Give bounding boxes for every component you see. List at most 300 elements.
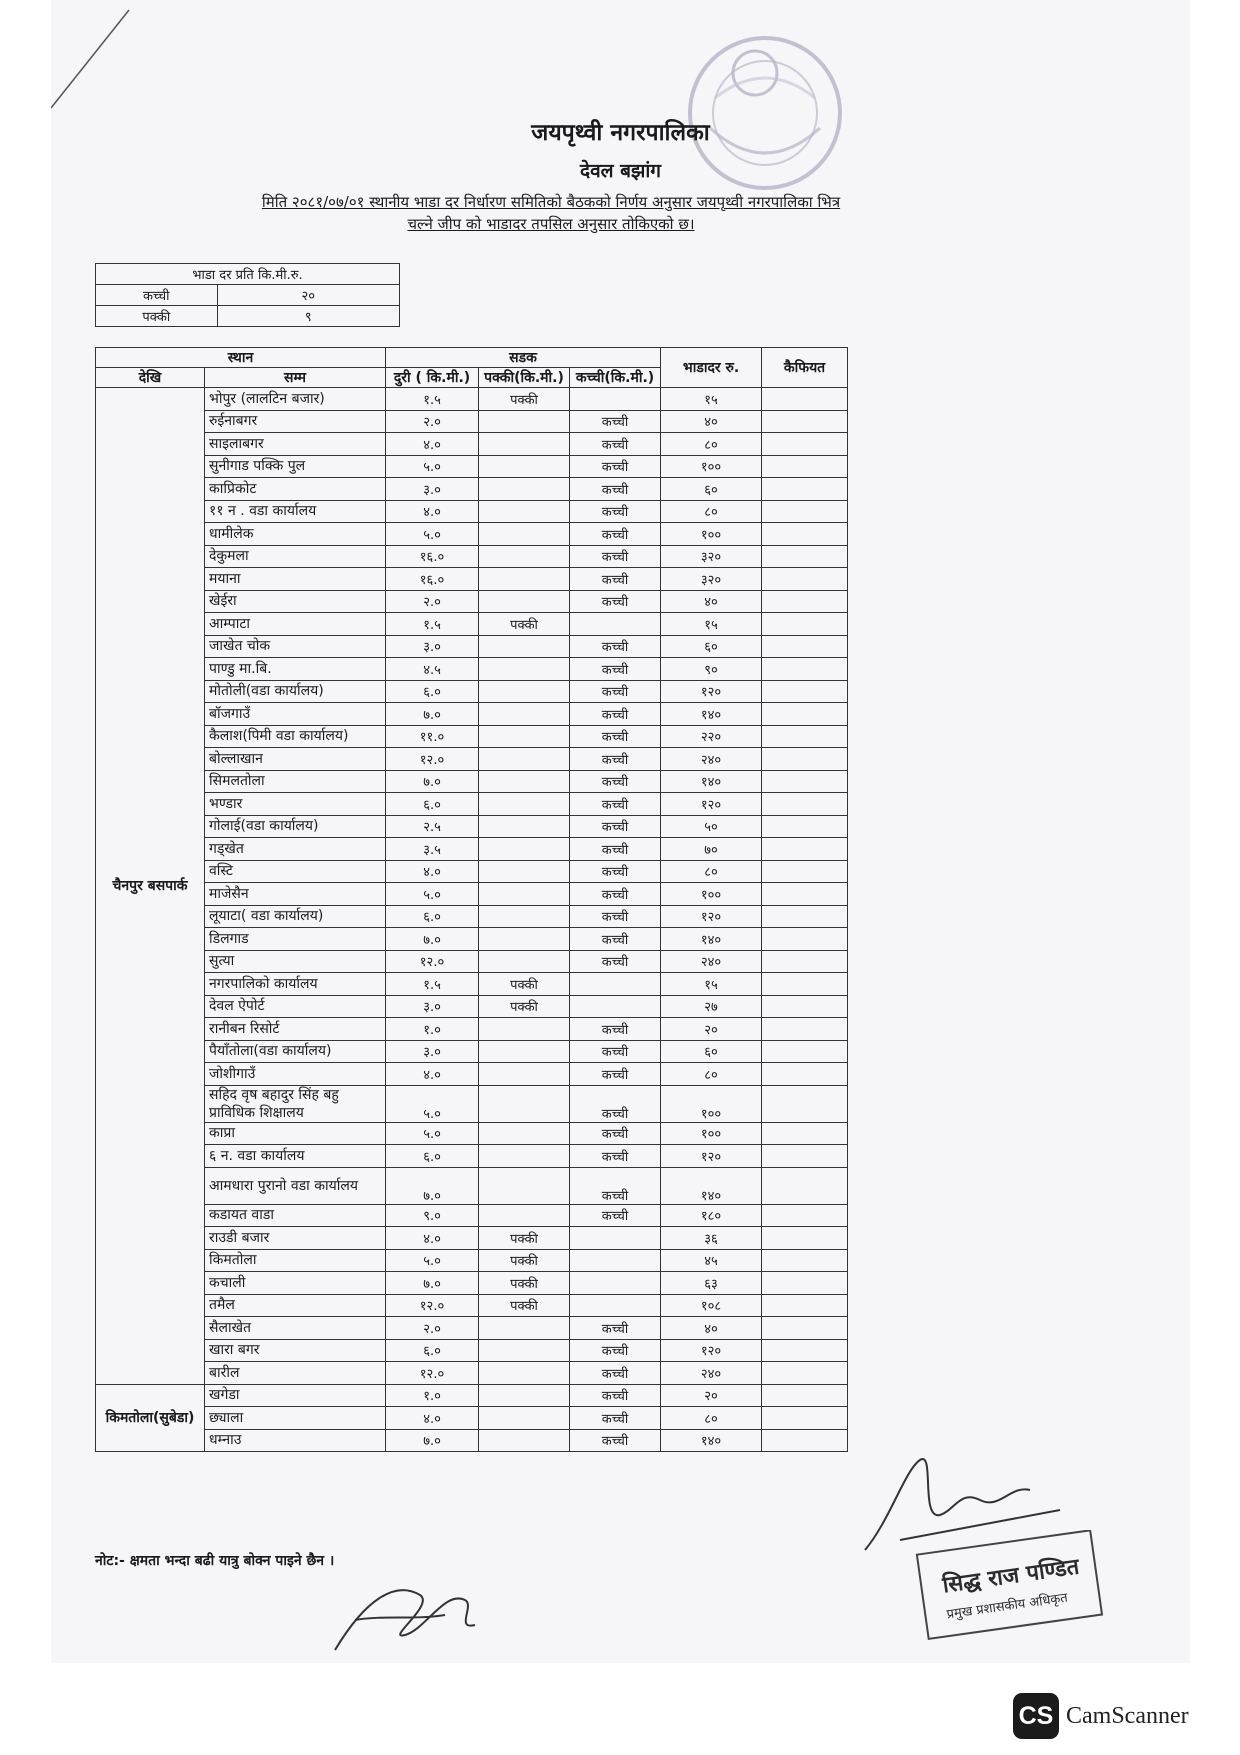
remarks-cell [762,973,848,996]
destination-cell: वस्टि [205,860,386,883]
destination-cell: खेईरा [205,590,386,613]
rate-label: पक्की [96,306,218,327]
unpaved-cell: कच्ची [570,905,661,928]
unpaved-cell [570,1227,661,1250]
paved-cell [479,523,570,546]
paved-cell [479,770,570,793]
notice-line-2: चल्ने जीप को भाडादर तपसिल अनुसार तोकिएको छ। [407,215,695,233]
distance-cell: २.० [386,590,479,613]
distance-cell: ५.० [386,455,479,478]
table-row [96,770,848,793]
paved-cell [479,1085,570,1122]
capacity-note: नोट:- क्षमता भन्दा बढी यात्रु बोक्न पाइने छैन । [95,1553,335,1569]
unpaved-cell [570,1249,661,1272]
distance-cell: १६.० [386,545,479,568]
destination-cell: देकुमला [205,545,386,568]
remarks-cell [762,523,848,546]
remarks-cell [762,455,848,478]
remarks-cell [762,703,848,726]
remarks-cell [762,388,848,411]
paved-cell [479,1018,570,1041]
fare-cell: १८० [661,1204,762,1227]
paved-cell [479,658,570,681]
unpaved-cell: कच्ची [570,950,661,973]
unpaved-cell: कच्ची [570,590,661,613]
unpaved-cell: कच्ची [570,1204,661,1227]
remarks-cell [762,1429,848,1452]
remarks-cell [762,905,848,928]
paved-cell [479,1339,570,1362]
fare-cell: ८० [661,1063,762,1086]
destination-cell: पैयाँतोला(वडा कार्यालय) [205,1040,386,1063]
distance-cell: ९.० [386,1204,479,1227]
destination-cell: माजेसैन [205,883,386,906]
fare-cell: ६० [661,1040,762,1063]
destination-cell: काप्रा [205,1122,386,1145]
table-row [96,860,848,883]
paved-cell [479,433,570,456]
remarks-cell [762,995,848,1018]
table-row [96,568,848,591]
unpaved-cell: कच्ची [570,433,661,456]
destination-cell: जाखेत चोक [205,635,386,658]
document-title: जयपृथ्वी नगरपालिका [531,120,710,146]
destination-cell: सहिद वृष बहादुर सिंह बहु प्राविधिक शिक्षालय [205,1085,386,1122]
table-row [96,1040,848,1063]
paved-cell [479,1122,570,1145]
stamp-name: सिद्ध राज पण्डित [941,1554,1081,1599]
fare-cell: १५ [661,973,762,996]
header-road: सडक [386,348,661,368]
unpaved-cell: कच्ची [570,1085,661,1122]
destination-cell: मोतोली(वडा कार्यालय) [205,680,386,703]
distance-cell: ६.० [386,1339,479,1362]
fare-cell: २२० [661,725,762,748]
rate-value: ९ [217,306,399,327]
paved-cell [479,905,570,928]
remarks-cell [762,1272,848,1295]
distance-cell: ३.० [386,635,479,658]
paved-cell: पक्की [479,995,570,1018]
table-row [96,478,848,501]
fare-cell: १०८ [661,1294,762,1317]
officer-stamp [870,1530,1110,1640]
fare-cell: ४० [661,410,762,433]
paved-cell: पक्की [479,1249,570,1272]
destination-cell: धम्नाउ [205,1429,386,1452]
table-row [96,635,848,658]
distance-cell: ४.० [386,1063,479,1086]
table-row [96,590,848,613]
distance-cell: ४.० [386,500,479,523]
notice-line-1: मिति २०८१/०७/०१ स्थानीय भाडा दर निर्धारण समितिको बैठकको निर्णय अनुसार जयपृथ्वी नगरपालिका भित्र [261,193,841,211]
unpaved-cell: कच्ची [570,860,661,883]
remarks-cell [762,860,848,883]
paved-cell [479,748,570,771]
table-row [96,545,848,568]
unpaved-cell: कच्ची [570,1317,661,1340]
remarks-cell [762,928,848,951]
unpaved-cell: कच्ची [570,815,661,838]
paved-cell [479,1063,570,1086]
table-row [96,1018,848,1041]
destination-cell: बारील [205,1362,386,1385]
distance-cell: १.५ [386,388,479,411]
distance-cell: ५.० [386,1249,479,1272]
table-row [96,1122,848,1145]
remarks-cell [762,590,848,613]
signature-left [325,1560,505,1660]
unpaved-cell: कच्ची [570,1339,661,1362]
remarks-cell [762,568,848,591]
destination-cell: बोल्लाखान [205,748,386,771]
paved-cell [479,590,570,613]
paved-cell [479,793,570,816]
table-row [96,793,848,816]
fare-cell: ३६ [661,1227,762,1250]
paved-cell [479,725,570,748]
distance-cell: ७.० [386,928,479,951]
destination-cell: खारा बगर [205,1339,386,1362]
fare-cell: २४० [661,950,762,973]
remarks-cell [762,1294,848,1317]
remarks-cell [762,1085,848,1122]
distance-cell: ३.० [386,478,479,501]
unpaved-cell: कच्ची [570,1040,661,1063]
table-row [96,905,848,928]
fare-cell: ७० [661,838,762,861]
paved-cell [479,1429,570,1452]
table-row [96,433,848,456]
fare-cell: १२० [661,680,762,703]
distance-cell: २.५ [386,815,479,838]
paved-cell [479,815,570,838]
distance-cell: ४.५ [386,658,479,681]
remarks-cell [762,1317,848,1340]
destination-cell: सैलाखेत [205,1317,386,1340]
destination-cell: काप्रिकोट [205,478,386,501]
header-to: सम्म [205,368,386,388]
destination-cell: राउडी बजार [205,1227,386,1250]
paved-cell [479,545,570,568]
remarks-cell [762,433,848,456]
unpaved-cell [570,995,661,1018]
paved-cell [479,1317,570,1340]
remarks-cell [762,748,848,771]
destination-cell: धामीलेक [205,523,386,546]
destination-cell: मयाना [205,568,386,591]
paved-cell: पक्की [479,1227,570,1250]
fare-cell: २४० [661,1362,762,1385]
decision-notice [151,191,951,235]
unpaved-cell: कच्ची [570,658,661,681]
distance-cell: ७.० [386,703,479,726]
remarks-cell [762,1063,848,1086]
fare-cell: १२० [661,1339,762,1362]
destination-cell: पाण्डु मा.बि. [205,658,386,681]
distance-cell: ६.० [386,680,479,703]
paved-cell [479,568,570,591]
table-row [96,1407,848,1430]
fare-cell: १४० [661,928,762,951]
table-row [96,1167,848,1204]
paved-cell [479,1145,570,1168]
destination-cell: आम्पाटा [205,613,386,636]
distance-cell: ६.० [386,905,479,928]
fare-cell: ४५ [661,1249,762,1272]
table-row [96,1429,848,1452]
destination-cell: नगरपालिको कार्यालय [205,973,386,996]
stamp-designation: प्रमुख प्रशासकीय अधिकृत [945,1590,1069,1623]
remarks-cell [762,1145,848,1168]
header-unpaved: कच्ची(कि.मी.) [570,368,661,388]
fare-cell: २४० [661,748,762,771]
unpaved-cell: कच्ची [570,500,661,523]
distance-cell: १६.० [386,568,479,591]
destination-cell: तमैल [205,1294,386,1317]
fare-cell: १०० [661,1085,762,1122]
unpaved-cell: कच्ची [570,1018,661,1041]
remarks-cell [762,1249,848,1272]
remarks-cell [762,545,848,568]
unpaved-cell: कच्ची [570,478,661,501]
rate-row [96,285,400,306]
distance-cell: ५.० [386,883,479,906]
remarks-cell [762,1227,848,1250]
remarks-cell [762,725,848,748]
header-remarks: कैफियत [762,348,848,388]
fare-cell: ४० [661,1317,762,1340]
fare-cell: १४० [661,770,762,793]
origin-cell: चैनपुर बसपार्क [96,388,205,1385]
distance-cell: १२.० [386,950,479,973]
fare-cell: ६० [661,635,762,658]
fare-cell: १०० [661,1122,762,1145]
unpaved-cell: कच्ची [570,1407,661,1430]
unpaved-cell: कच्ची [570,455,661,478]
paved-cell [479,680,570,703]
fare-cell: १२० [661,1145,762,1168]
table-row [96,973,848,996]
paved-cell: पक्की [479,973,570,996]
distance-cell: ४.० [386,1407,479,1430]
paved-cell [479,1384,570,1407]
unpaved-cell: कच्ची [570,545,661,568]
document-subtitle: देवल बझांग [580,160,661,182]
fare-cell: १५ [661,613,762,636]
destination-cell: लूयाटा( वडा कार्यालय) [205,905,386,928]
fare-cell: ५० [661,815,762,838]
unpaved-cell: कच्ची [570,568,661,591]
table-row [96,748,848,771]
paved-cell [479,410,570,433]
table-row [96,725,848,748]
distance-cell: ४.० [386,433,479,456]
destination-cell: बॉजगाउँ [205,703,386,726]
distance-cell: ७.० [386,1167,479,1204]
destination-cell: आमधारा पुरानो वडा कार्यालय [205,1167,386,1204]
header-from: देखि [96,368,205,388]
paved-cell [479,455,570,478]
remarks-cell [762,1122,848,1145]
unpaved-cell: कच्ची [570,680,661,703]
destination-cell: सुत्या [205,950,386,973]
fare-table-body [96,388,848,1452]
unpaved-cell: कच्ची [570,838,661,861]
unpaved-cell: कच्ची [570,1167,661,1204]
unpaved-cell: कच्ची [570,410,661,433]
paved-cell [479,928,570,951]
fare-cell: ३२० [661,568,762,591]
fare-cell: १४० [661,1429,762,1452]
header-place: स्थान [96,348,386,368]
unpaved-cell: कच्ची [570,725,661,748]
camscanner-logo: CS [1013,1693,1059,1739]
fare-table [95,347,848,1452]
table-row [96,883,848,906]
remarks-cell [762,770,848,793]
table-row [96,455,848,478]
header-paved: पक्की(कि.मी.) [479,368,570,388]
paved-cell [479,883,570,906]
paved-cell [479,950,570,973]
unpaved-cell: कच्ची [570,1429,661,1452]
table-row [96,815,848,838]
distance-cell: ५.० [386,523,479,546]
unpaved-cell: कच्ची [570,1362,661,1385]
table-row [96,1272,848,1295]
distance-cell: ३.० [386,1040,479,1063]
fare-cell: ६० [661,478,762,501]
remarks-cell [762,950,848,973]
remarks-cell [762,478,848,501]
fare-cell: ४० [661,590,762,613]
destination-cell: साइलाबगर [205,433,386,456]
destination-cell: ११ न . वडा कार्यालय [205,500,386,523]
table-row [96,1362,848,1385]
destination-cell: भोपुर (लालटिन बजार) [205,388,386,411]
distance-cell: १२.० [386,748,479,771]
rate-value: २० [217,285,399,306]
paved-cell [479,500,570,523]
fare-cell: १४० [661,1167,762,1204]
fare-cell: २० [661,1018,762,1041]
unpaved-cell: कच्ची [570,883,661,906]
paved-cell: पक्की [479,1272,570,1295]
table-row [96,838,848,861]
table-row [96,1227,848,1250]
remarks-cell [762,793,848,816]
table-row [96,1384,848,1407]
table-row [96,613,848,636]
fare-cell: १२० [661,793,762,816]
fare-cell: ८० [661,500,762,523]
table-row [96,703,848,726]
paved-cell [479,838,570,861]
unpaved-cell: कच्ची [570,635,661,658]
paved-cell [479,1407,570,1430]
table-row [96,1339,848,1362]
table-row [96,388,848,411]
unpaved-cell [570,1294,661,1317]
fare-cell: ९० [661,658,762,681]
remarks-cell [762,680,848,703]
rate-label: कच्ची [96,285,218,306]
table-row [96,680,848,703]
table-row [96,1145,848,1168]
unpaved-cell: कच्ची [570,1145,661,1168]
unpaved-cell [570,613,661,636]
destination-cell: भण्डार [205,793,386,816]
destination-cell: ६ न. वडा कार्यालय [205,1145,386,1168]
table-row [96,500,848,523]
unpaved-cell: कच्ची [570,793,661,816]
unpaved-cell [570,973,661,996]
paved-cell [479,703,570,726]
remarks-cell [762,1040,848,1063]
fare-cell: ६३ [661,1272,762,1295]
rate-per-km-table [95,263,400,327]
paved-cell: पक्की [479,1294,570,1317]
destination-cell: गोलाई(वडा कार्यालय) [205,815,386,838]
remarks-cell [762,838,848,861]
unpaved-cell: कच्ची [570,748,661,771]
fare-cell: ३२० [661,545,762,568]
destination-cell: देवल ऐपोर्ट [205,995,386,1018]
camscanner-label: CamScanner [1066,1703,1189,1729]
unpaved-cell [570,388,661,411]
destination-cell: खगेडा [205,1384,386,1407]
distance-cell: ७.० [386,1272,479,1295]
remarks-cell [762,1362,848,1385]
destination-cell: रुईनाबगर [205,410,386,433]
distance-cell: २.० [386,1317,479,1340]
destination-cell: डिलगाड [205,928,386,951]
paved-cell [479,635,570,658]
paved-cell [479,1040,570,1063]
table-row [96,658,848,681]
table-row [96,410,848,433]
paved-cell [479,860,570,883]
rate-table-title: भाडा दर प्रति कि.मी.रु. [96,264,400,285]
distance-cell: ३.० [386,995,479,1018]
fare-cell: १०० [661,523,762,546]
origin-cell: किमतोला(सुबेडा) [96,1384,205,1452]
remarks-cell [762,1204,848,1227]
destination-cell: कैलाश(पिमी वडा कार्यालय) [205,725,386,748]
distance-cell: १.५ [386,973,479,996]
distance-cell: २.० [386,410,479,433]
distance-cell: ६.० [386,1145,479,1168]
fare-cell: १५ [661,388,762,411]
remarks-cell [762,883,848,906]
remarks-cell [762,613,848,636]
distance-cell: ५.० [386,1085,479,1122]
remarks-cell [762,815,848,838]
table-row [96,950,848,973]
distance-cell: १.० [386,1018,479,1041]
destination-cell: सिमलतोला [205,770,386,793]
destination-cell: जोशीगाउँ [205,1063,386,1086]
unpaved-cell: कच्ची [570,1122,661,1145]
remarks-cell [762,500,848,523]
paved-cell [479,1167,570,1204]
fare-cell: १०० [661,455,762,478]
fare-cell: २० [661,1384,762,1407]
destination-cell: कचाली [205,1272,386,1295]
unpaved-cell: कच्ची [570,928,661,951]
unpaved-cell: कच्ची [570,703,661,726]
